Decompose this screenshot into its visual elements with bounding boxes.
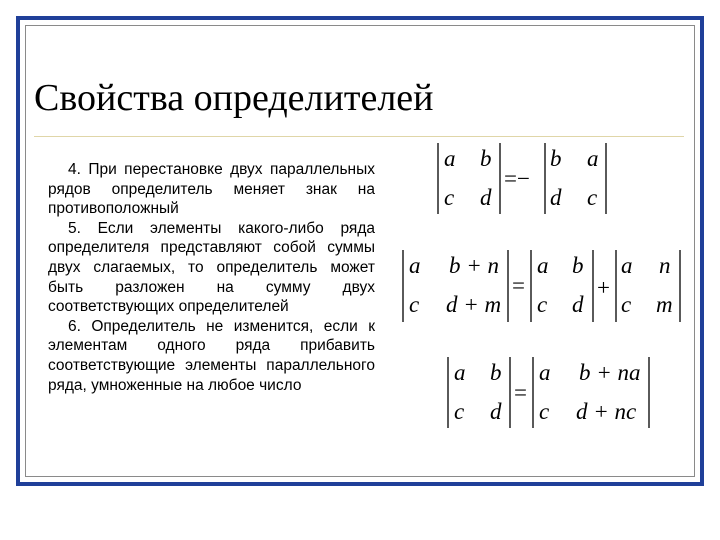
matrix-entry: b <box>572 253 584 278</box>
matrix-entry: a <box>587 146 599 171</box>
equals-sign: = <box>512 273 525 298</box>
matrix-entry: c <box>454 399 465 424</box>
matrix-entry: a <box>621 253 633 278</box>
matrix-entry: b + n <box>449 253 500 278</box>
matrix-entry: b <box>490 360 502 385</box>
matrix-entry: c <box>409 292 420 317</box>
property-5: 5. Если элементы какого-либо ряда определителя представляют собой суммы двух слагаемых, то определитель может быть разложен на сумму двух соответствующих определителей <box>48 219 375 316</box>
matrix-entry: c <box>539 399 550 424</box>
matrix-entry: c <box>444 185 455 210</box>
matrix-entry: b <box>550 146 562 171</box>
matrix-entry: c <box>587 185 598 210</box>
matrix-entry: c <box>537 292 548 317</box>
matrix-entry: c <box>621 292 632 317</box>
matrix-entry: a <box>539 360 551 385</box>
matrix-entry: b + na <box>579 360 641 385</box>
equals-sign: = <box>514 380 527 405</box>
matrix-entry: a <box>444 146 456 171</box>
property-4: 4. При перестановке двух параллельных рядов определитель меняет знак на противоположный <box>48 161 375 218</box>
equals-minus: =− <box>504 166 530 191</box>
plus-sign: + <box>597 275 610 300</box>
property-6: 6. Определитель не изменится, если к элементам одного ряда прибавить соответствующие элементы параллельного ряда, умноженные на любое число <box>48 317 375 394</box>
matrix-entry: d <box>550 185 562 210</box>
formula-add-row <box>448 357 649 428</box>
matrix-entry: a <box>537 253 549 278</box>
formula-sum-split <box>403 250 680 322</box>
matrix-entry: a <box>409 253 421 278</box>
slide-title: Свойства определителей <box>34 77 434 119</box>
matrix-entry: a <box>454 360 466 385</box>
matrix-entry: d + nc <box>576 399 637 424</box>
formula-swap-rows <box>438 143 606 214</box>
matrix-entry: d <box>572 292 584 317</box>
matrix-entry: m <box>656 292 673 317</box>
matrix-entry: d <box>480 185 492 210</box>
matrix-entry: b <box>480 146 492 171</box>
matrix-entry: d <box>490 399 502 424</box>
matrix-entry: n <box>659 253 671 278</box>
matrix-entry: d + m <box>446 292 502 317</box>
